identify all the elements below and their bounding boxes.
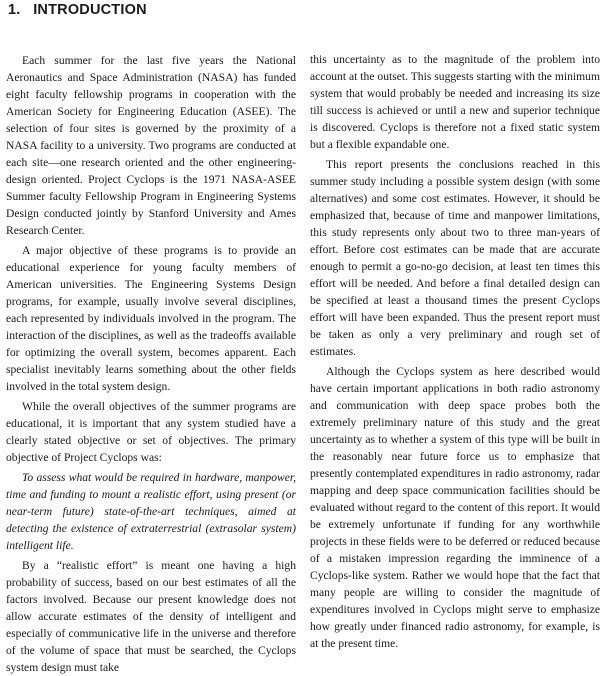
section-title: INTRODUCTION	[33, 2, 147, 18]
paragraph-nasa-asee-programs: Each summer for the last five years the National Aeronautics and Space Administration (NASA) has funded eight faculty fellowship programs in cooperation with the American Society for Engineering Education (ASEE). The selection of four sites is governed by the proximity of a NASA facility to a university. Two programs are conducted at each site—one research oriented and the other engineering-design oriented. Project Cyclops is the 1971 NASA-ASEE Summer faculty Fellowship Program in Engineering Systems Design conducted jointly by Stanford University and Ames Research Center.	[6, 54, 296, 237]
primary-objective-statement: To assess what would be required in hardware, manpower, time and funding to mount a realistic effort, using present (or near-term future) state-of-the-art techniques, aimed at detecting the existence of extraterrestrial (extrasolar system) intelligent life.	[6, 471, 296, 552]
section-number: 1.	[8, 2, 21, 18]
paragraph-report-conclusions: This report presents the conclusions reached in this summer study including a possible system design (with some alternatives) and some cost estimates. However, it should be emphasized that, because of time and manpower limitations, this study represents only about two to three man-years of effort. Before cost estimates can be made that are accurate enough to permit a go-no-go decision, at least ten times this effort will be needed. And before a final detailed design can be specified at least a thousand times the present Cyclops effort will have been expanded. Thus the present report must be taken as only a very preliminary and rough set of estimates.	[310, 158, 600, 358]
section-heading	[8, 2, 147, 18]
left-column	[6, 52, 296, 676]
right-column	[310, 51, 600, 652]
paragraph-educational-objective: A major objective of these programs is to provide an educational experience for young faculty members of American universities. The Engineering Systems Design programs, for example, usually involve several disciplines, each represented by individuals involved in the program. The interaction of the disciplines, as well as the tradeoffs available for optimizing the overall system, becomes apparent. Each specialist inevitably learns something about the other fields involved in the total system design.	[6, 244, 296, 393]
paragraph-uncertainty-continued: this uncertainty as to the magnitude of the problem into account at the outset. This suggests starting with the minimum system that would probably be needed and increasing its size till success is achieved or until a new and superior technique is discovered. Cyclops is therefore not a fixed static system but a flexible expandable one.	[310, 53, 600, 151]
paragraph-system-objectives: While the overall objectives of the summer programs are educational, it is important that any system studied have a clearly stated objective or set of objectives. The primary objective of Project Cyclops was:	[6, 400, 296, 464]
paragraph-realistic-effort: By a “realistic effort” is meant one having a high probability of success, based on our best estimates of all the factors involved. Because our present knowledge does not allow accurate estimates of the density of intelligent and especially of communicative life in the universe and therefore of the volume of space that must be searched, the Cyclops system design must take	[6, 559, 296, 674]
paragraph-applications-caveat: Although the Cyclops system as here described would have certain important applications in both radio astronomy and communication with deep space probes both the extremely preliminary nature of this study and the great uncertainty as to whether a system of this type will be built in the reasonably near future force us to emphasize that presently contemplated expenditures in radio astronomy, radar mapping and deep space communication facilities should be evaluated without regard to the content of this report. It would be extremely unfortunate if funding for any worthwhile projects in these fields were to be deferred or reduced because of a mistaken impression regarding the imminence of a Cyclops-like system. Rather we would hope that the fact that many people are willing to consider the magnitude of expenditures involved in Cyclops might serve to emphasize how greatly under financed radio astronomy, for example, is at the present time.	[310, 365, 600, 650]
